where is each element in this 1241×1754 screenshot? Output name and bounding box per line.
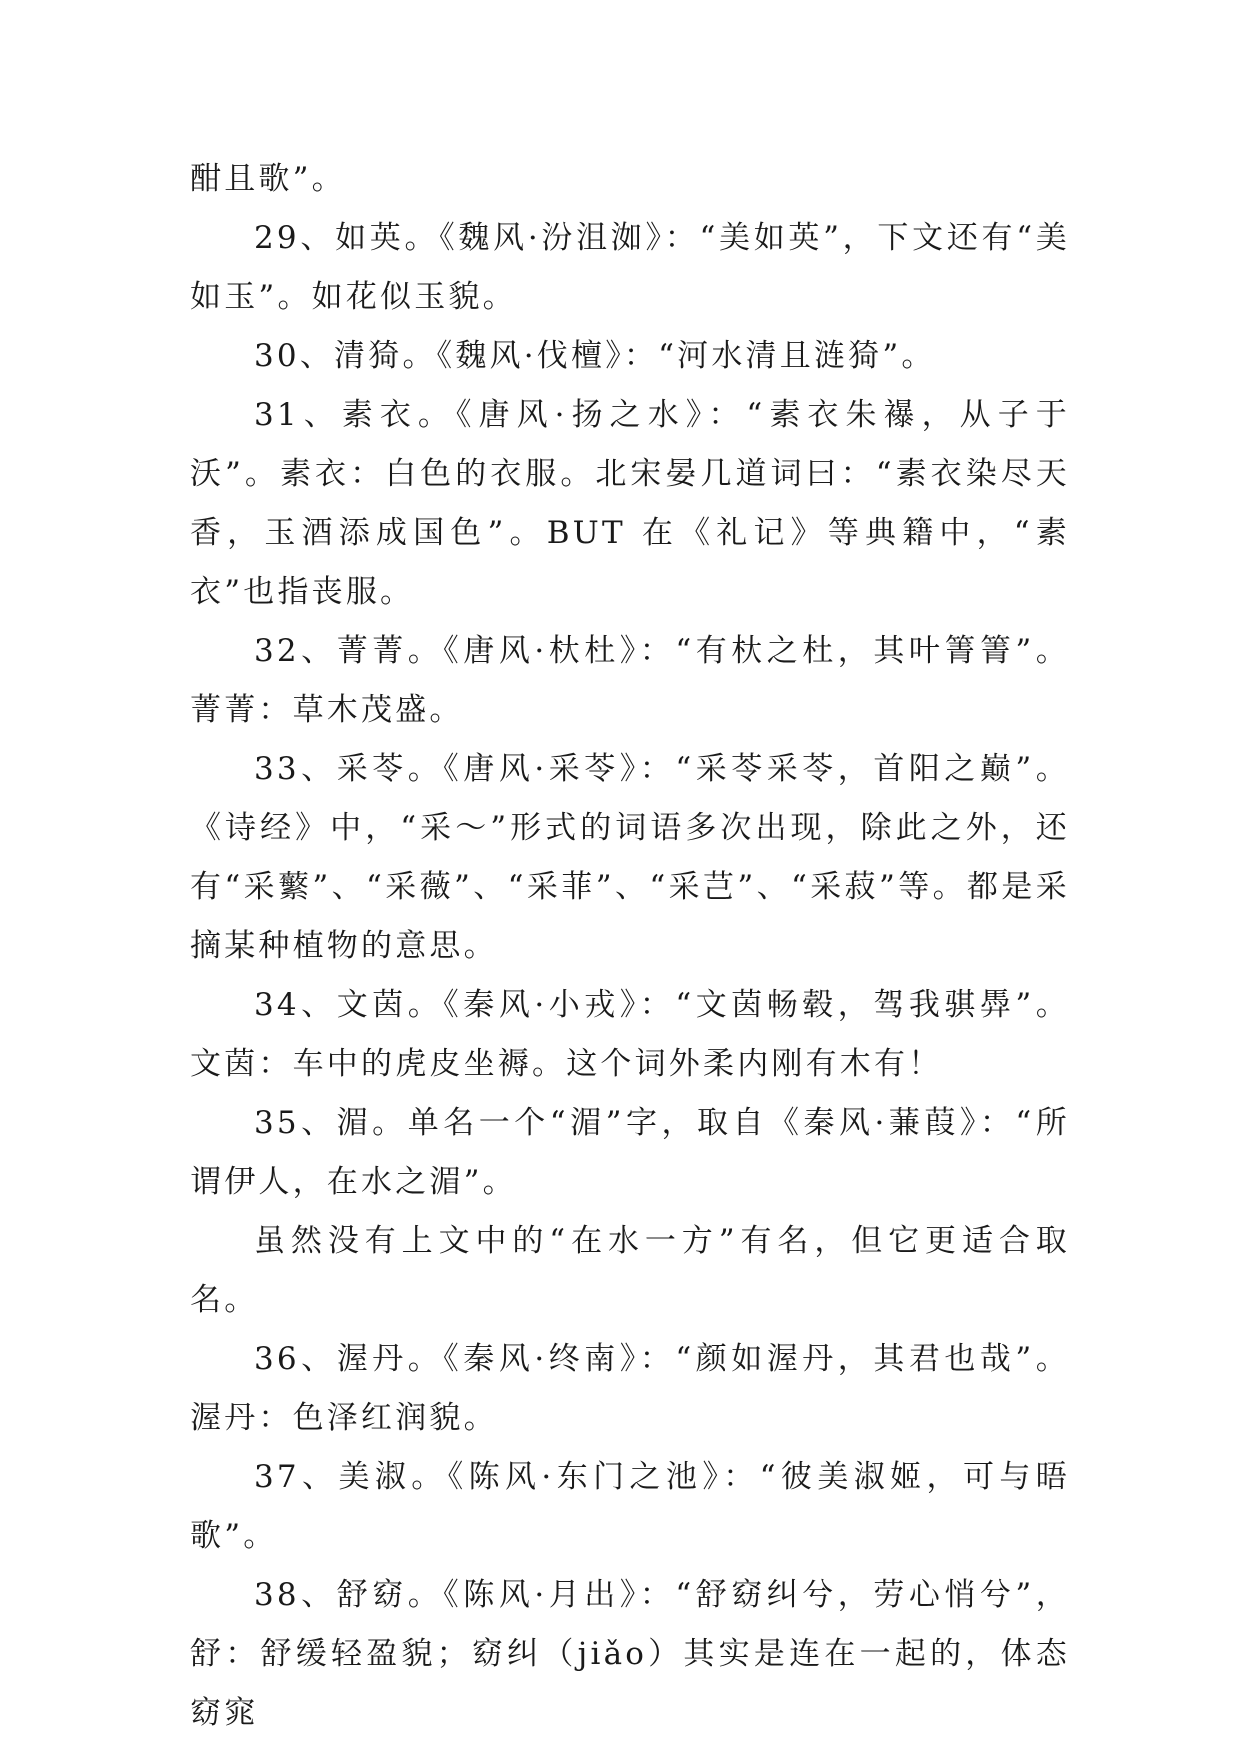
paragraph-continuation: 酣且歌”。 (190, 161, 346, 197)
paragraph-entry-34: 34、文茵。《秦风·小戎》：“文茵畅毂，驾我骐馵”。文茵：车中的虎皮坐褥。这个词外柔内刚有木有！ (190, 987, 1070, 1082)
paragraph-entry-38: 38、舒窈。《陈风·月出》：“舒窈纠兮，劳心悄兮”，舒：舒缓轻盈貌；窈纠（jiǎo）其实是连在一起的，体态窈窕 (190, 1577, 1070, 1731)
paragraph-entry-31: 31、素衣。《唐风·扬之水》：“素衣朱襮，从子于沃”。素衣：白色的衣服。北宋晏几道词曰：“素衣染尽天香，玉酒添成国色”。BUT 在《礼记》等典籍中，“素衣”也指丧服。 (190, 397, 1070, 610)
paragraph-entry-35-note: 虽然没有上文中的“在水一方”有名，但它更适合取名。 (190, 1223, 1070, 1318)
paragraph-entry-29: 29、如英。《魏风·汾沮洳》：“美如英”，下文还有“美如玉”。如花似玉貌。 (190, 220, 1070, 315)
paragraph-entry-37: 37、美淑。《陈风·东门之池》：“彼美淑姬，可与晤歌”。 (190, 1459, 1070, 1554)
paragraph-entry-32: 32、菁菁。《唐风·杕杜》：“有杕之杜，其叶箐箐”。菁菁：草木茂盛。 (190, 633, 1070, 728)
paragraph-entry-30: 30、清猗。《魏风·伐檀》：“河水清且涟猗”。 (254, 338, 936, 374)
document-page (190, 150, 1070, 1743)
paragraph-entry-35: 35、湄。单名一个“湄”字，取自《秦风·蒹葭》：“所谓伊人，在水之湄”。 (190, 1105, 1070, 1200)
paragraph-entry-36: 36、渥丹。《秦风·终南》：“颜如渥丹，其君也哉”。渥丹：色泽红润貌。 (190, 1341, 1070, 1436)
paragraph-entry-33: 33、采苓。《唐风·采苓》：“采苓采苓，首阳之巅”。《诗经》中，“采～”形式的词语多次出现，除此之外，还有“采蘩”、“采薇”、“采菲”、“采芑”、“采菽”等。都是采摘某种植物的意思。 (190, 751, 1070, 964)
